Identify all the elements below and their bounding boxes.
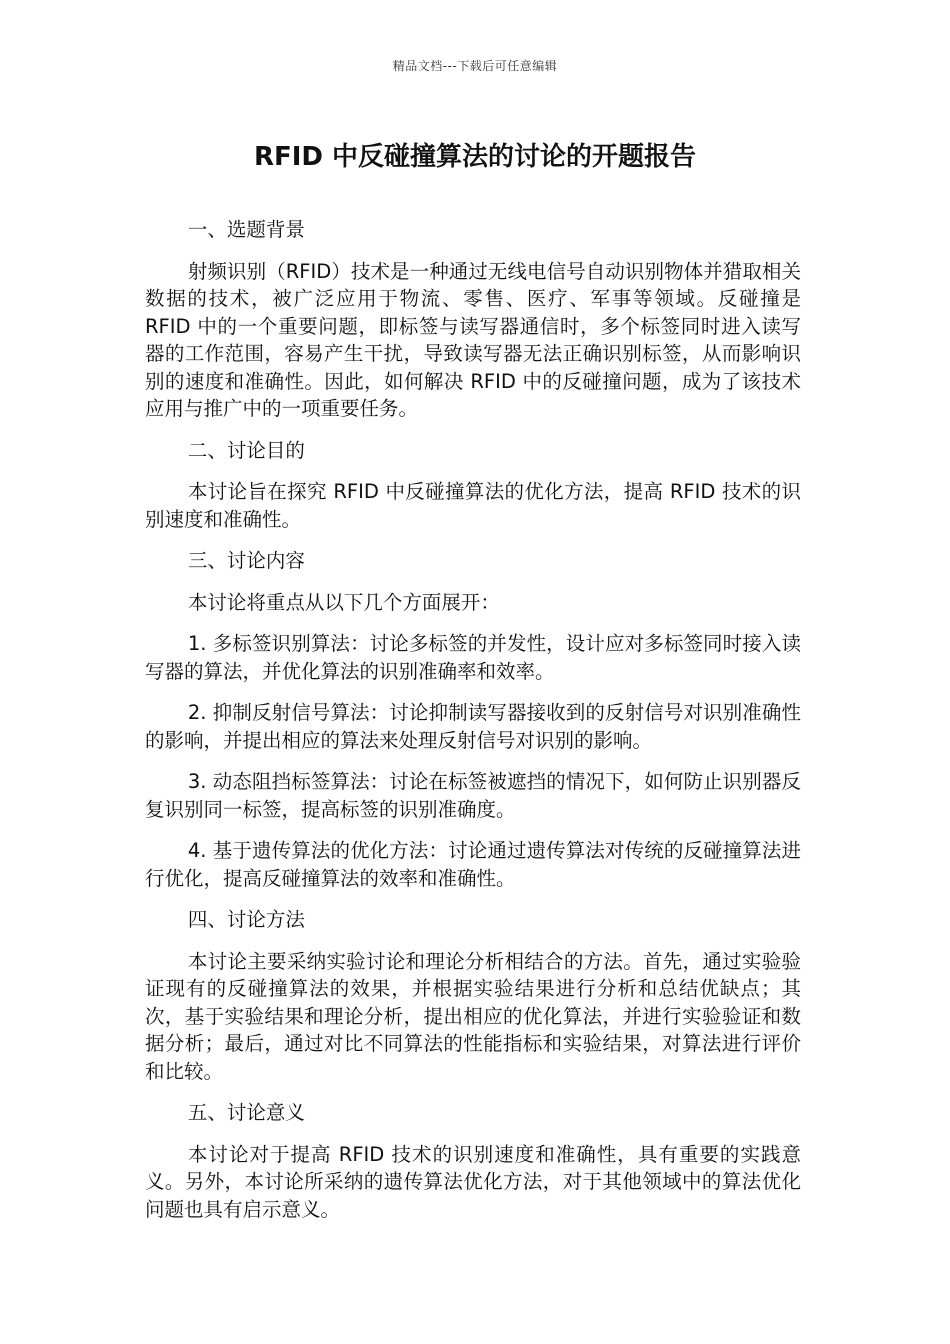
paragraph: 本讨论将重点从以下几个方面展开： (187, 590, 500, 614)
list-item: 4. 基于遗传算法的优化方法：讨论通过遗传算法对传统的反碰撞算法进行优化，提高反碰撞算法的效率和准确性。 (145, 839, 801, 890)
section-heading: 一、选题背景 (187, 218, 305, 241)
header-note: 精品文档---下载后可任意编辑 (392, 59, 558, 73)
paragraph: 本讨论主要采纳实验讨论和理论分析相结合的方法。首先，通过实验验证现有的反碰撞算法的效果，并根据实验结果进行分析和总结优缺点；其次，基于实验结果和理论分析，提出相应的优化算法，并进行实验验证和数据分析；最后，通过对比不同算法的性能指标和实验结果，对算法进行评价和比较。 (145, 949, 801, 1083)
section-background (145, 216, 801, 423)
section-heading: 五、讨论意义 (187, 1101, 305, 1124)
list-item: 3. 动态阻挡标签算法：讨论在标签被遮挡的情况下，如何防止识别器反复识别同一标签，提高标签的识别准确度。 (145, 770, 801, 821)
list-item: 2. 抑制反射信号算法：讨论抑制读写器接收到的反射信号对识别准确性的影响，并提出相应的算法来处理反射信号对识别的影响。 (145, 701, 801, 752)
section-method (145, 906, 801, 1085)
paragraph: 本讨论对于提高 RFID 技术的识别速度和准确性，具有重要的实践意义。另外，本讨论所采纳的遗传算法优化方法，对于其他领域中的算法优化问题也具有启示意义。 (145, 1142, 801, 1221)
section-content (145, 547, 801, 892)
section-purpose (145, 437, 801, 534)
paragraph: 射频识别（RFID）技术是一种通过无线电信号自动识别物体并猎取相关数据的技术，被广泛应用于物流、零售、医疗、军事等领域。反碰撞是 RFID 中的一个重要问题，即标签与读写器通信时，多个标签同时进入读写器的工作范围，容易产生干扰，导致读写器无法正确识别标签，从而影响识别的速度和准确性。因此，如何解决 RFID 中的反碰撞问题，成为了该技术应用与推广中的一项重要任务。 (145, 259, 801, 420)
document-body (145, 216, 801, 1237)
paragraph: 本讨论旨在探究 RFID 中反碰撞算法的优化方法，提高 RFID 技术的识别速度和准确性。 (145, 480, 801, 531)
list-item: 1. 多标签识别算法：讨论多标签的并发性，设计应对多标签同时接入读写器的算法，并优化算法的识别准确率和效率。 (145, 632, 801, 683)
section-heading: 四、讨论方法 (187, 908, 305, 931)
section-significance (145, 1099, 801, 1223)
document-title: RFID 中反碰撞算法的讨论的开题报告 (253, 142, 697, 172)
section-heading: 三、讨论内容 (187, 549, 305, 572)
section-heading: 二、讨论目的 (187, 438, 305, 462)
